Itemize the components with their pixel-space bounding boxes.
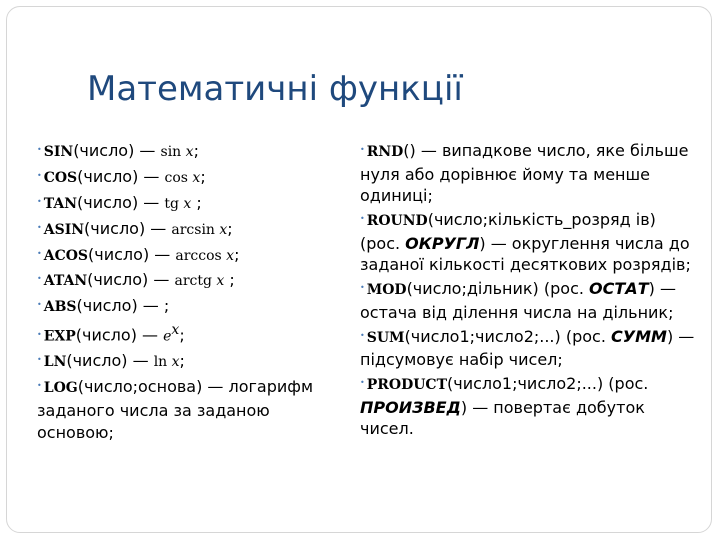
bullet-icon: • <box>37 170 42 180</box>
list-item-log: • LOG(число;основа) — логарифм заданого числа за заданою основою; <box>37 377 314 442</box>
left-column <box>37 139 342 444</box>
list-item-rnd: • RND() — випадкове число, яке більше нуля або дорівнює йому та менше одиниці; <box>360 141 689 206</box>
bullet-icon: • <box>360 214 365 224</box>
list-item-sum: • SUM(число1;число2;...) (рос. СУММ) — підсумовує набір чисел; <box>360 326 695 370</box>
bullet-icon: • <box>360 145 365 154</box>
bullet-icon: • <box>360 283 365 293</box>
list-item-ln: • LN(число) — ln x; <box>37 351 185 371</box>
list-item-tan: • TAN(число) — tg x ; <box>37 192 202 212</box>
list-item-acos: • ACOS(число) — arccos x; <box>37 244 240 264</box>
slide <box>6 6 712 533</box>
list-item-exp: • EXP(число) — $e^x$; <box>37 322 185 345</box>
bullet-icon: • <box>37 355 42 365</box>
list-item-mod: • MOD(число;дільник) (рос. ОСТАТ) — остача від ділення числа на дільник; <box>360 279 676 322</box>
right-column <box>360 139 695 441</box>
bullet-icon: • <box>37 300 42 310</box>
list-item-abs: • ABS(число) — ; <box>37 296 170 316</box>
bullet-icon: • <box>360 330 365 340</box>
list-item-round: • ROUND(число;кількість_розряд ів) (рос. ОКРУГЛ) — округлення числа до заданої кількості десяткових розрядів; <box>360 210 691 275</box>
list-item-asin: • ASIN(число) — arcsin x; <box>37 218 233 238</box>
slide-title: Математичні функції <box>87 69 463 109</box>
bullet-icon: • <box>37 329 42 339</box>
bullet-icon: • <box>37 145 42 154</box>
list-item-cos: • COS(число) — cos x; <box>37 166 206 186</box>
bullet-icon: • <box>37 196 42 206</box>
bullet-icon: • <box>37 381 42 391</box>
list-item-sin: • SIN(число) — sin x; <box>37 141 199 160</box>
bullet-icon: • <box>360 378 365 388</box>
bullet-icon: • <box>37 248 42 258</box>
bullet-icon: • <box>37 222 42 232</box>
list-item-atan: • ATAN(число) — arctg x ; <box>37 270 235 290</box>
bullet-icon: • <box>37 274 42 284</box>
list-item-product: • PRODUCT(число1;число2;...) (рос. ПРОИЗВЕД) — повертає добуток чисел. <box>360 374 649 439</box>
